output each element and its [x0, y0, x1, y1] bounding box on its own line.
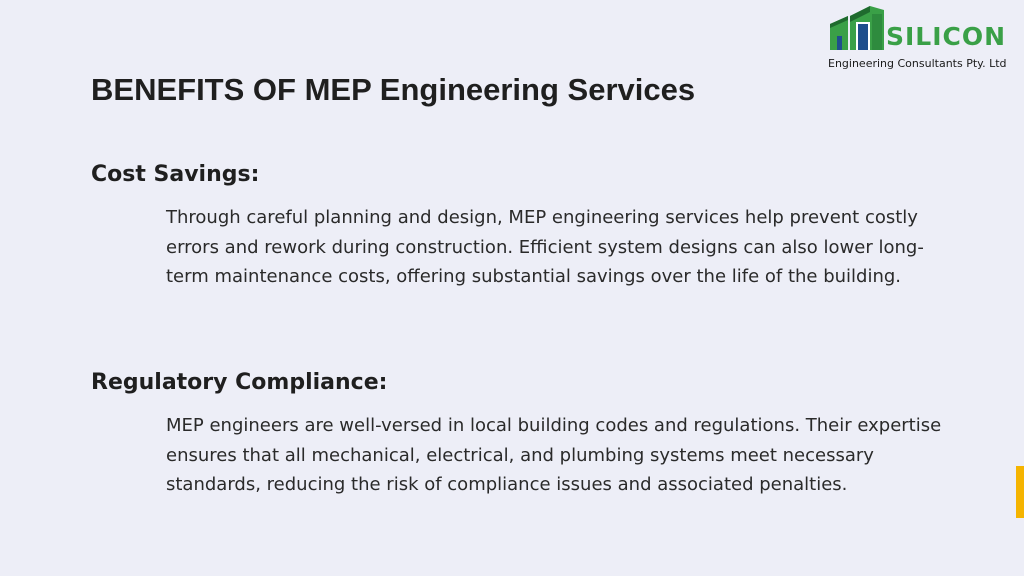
- section-body-regulatory-compliance: MEP engineers are well-versed in local building codes and regulations. Their expertise ensures that all mechanical, electrical, and plumbing systems meet necessary standards, reducing the risk of compliance issues and associated penalties.: [166, 415, 942, 495]
- slide-title: BENEFITS OF MEP Engineering Services: [91, 72, 696, 107]
- accent-bar: [1016, 466, 1024, 518]
- section-body-cost-savings: Through careful planning and design, MEP engineering services help prevent costly errors and rework during construction. Efficient system designs can also lower long-term maintenance costs, offering substantial savings over the life of the building.: [166, 207, 924, 287]
- section-heading-cost-savings: Cost Savings:: [91, 162, 260, 187]
- logo-wordmark: SILICON: [886, 22, 1007, 51]
- logo-tagline: Engineering Consultants Pty. Ltd: [828, 57, 1007, 70]
- building-logo-icon: [828, 4, 886, 54]
- section-heading-regulatory-compliance: Regulatory Compliance:: [91, 370, 388, 395]
- company-logo: [826, 4, 1022, 72]
